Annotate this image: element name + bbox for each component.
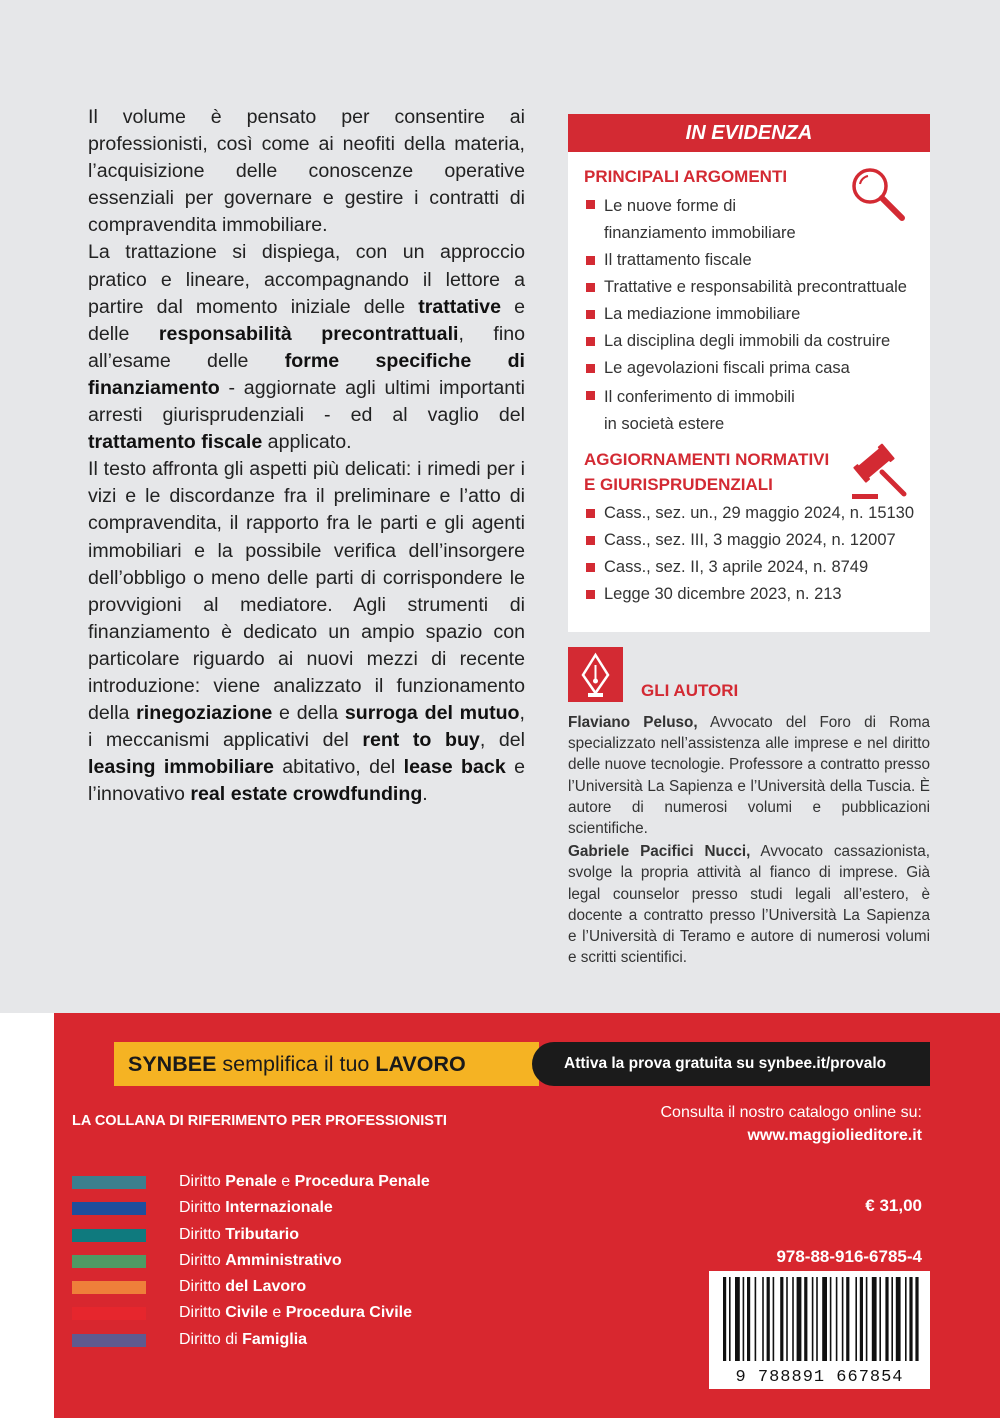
bullet-square (586, 200, 595, 209)
bullet-square (586, 391, 595, 400)
text-run: , del (479, 729, 526, 752)
list-item-text: Le nuove forme di finanziamento immobiliare (604, 197, 796, 242)
barcode-bar (747, 1277, 750, 1361)
barcode-bar (812, 1277, 814, 1361)
description-paragraph-3 (88, 456, 525, 808)
author-bio-2 (568, 841, 930, 968)
series-label-part: Amministrativo (225, 1251, 342, 1269)
text-run: , i meccanismi applicativi del (88, 702, 525, 752)
list-item (586, 249, 907, 272)
barcode-bar (872, 1277, 877, 1361)
bullet-square (586, 536, 595, 545)
text-run: e della (272, 702, 345, 725)
description-paragraph-2 (88, 239, 525, 456)
series-label-part: e (267, 1304, 286, 1322)
list-item-text: Le agevolazioni fiscali prima casa (604, 359, 850, 377)
list-item (586, 583, 914, 606)
text-run: Il testo affronta gli aspetti più delicati: i rimedi per i vizi e le discordanze fra il preliminare e l’atto di compravendita, il rapporto fra le parti e gli agenti immobiliari e la possibile verifica dell’insorgere dell’obbligo o meno delle parti di corrispondere le provvigioni al mediatore. Agli strumenti di finanziamento è dedicato un ampio spazio con particolare riguardo ai nuovi mezzi di recente introduzione: viene analizzato il funzionamento della (88, 458, 525, 725)
series-color-bar (72, 1281, 146, 1294)
list-item-text: Cass., sez. un., 29 maggio 2024, n. 15130 (604, 504, 915, 522)
author-name: Flaviano Peluso, (568, 714, 698, 731)
author-bio-1 (568, 712, 930, 839)
list-item-text: Cass., sez. II, 3 aprile 2024, n. 8749 (604, 558, 869, 576)
gavel-icon (850, 442, 912, 502)
bold-term: lease back (403, 756, 506, 779)
updates-title-line-1: AGGIORNAMENTI NORMATIVI (584, 450, 830, 469)
bold-term: real estate crowdfunding (190, 783, 423, 806)
barcode-bar (909, 1277, 912, 1361)
series-color-bar (72, 1334, 146, 1347)
synbee-brand: SYNBEE (128, 1052, 217, 1076)
barcode-bar (896, 1277, 901, 1361)
text-run: - aggiornate agli ultimi importanti arresti giurisprudenziali - ed al vaglio del (88, 376, 525, 427)
catalog-text: Consulta il nostro catalogo online su: (660, 1104, 922, 1121)
bold-term: trattative (418, 295, 501, 318)
barcode-bar (866, 1277, 868, 1361)
list-item (586, 556, 914, 579)
barcode-bar (905, 1277, 907, 1361)
barcode-number: 9 788891 667854 (735, 1368, 904, 1387)
barcode-bar (836, 1277, 838, 1361)
author-name: Gabriele Pacifici Nucci, (568, 843, 751, 861)
text-run: La trattazione si dispiega, con un approccio pratico e lineare, accompagnando il lettore a partire dal momento iniziale delle (88, 241, 525, 318)
list-item (586, 357, 907, 380)
barcode-bar (842, 1277, 844, 1361)
barcode-bar (780, 1277, 783, 1361)
series-label-part: Civile (225, 1304, 268, 1322)
barcode-bar (885, 1277, 888, 1361)
barcode-bar (729, 1277, 731, 1361)
list-item (586, 529, 914, 552)
text-run: . (422, 783, 428, 806)
series-color-bar (72, 1255, 146, 1268)
series-color-bar (72, 1202, 146, 1215)
text-run: applicato. (262, 431, 352, 454)
barcode-bars (709, 1271, 930, 1367)
bold-term: forme specifiche di finanziamento (88, 349, 525, 399)
series-label (179, 1327, 307, 1353)
barcode-bar (915, 1277, 918, 1361)
series-label (179, 1195, 333, 1221)
highlight-header: IN EVIDENZA (568, 114, 930, 152)
series-label-part: Penale (225, 1173, 277, 1190)
barcode-bar (773, 1277, 775, 1361)
slogan-emphasis: LAVORO (375, 1052, 466, 1076)
highlight-box (568, 114, 930, 632)
bullet-square (586, 283, 595, 292)
list-item (586, 193, 907, 247)
bold-term: rent to buy (362, 729, 480, 752)
bullet-square (586, 310, 595, 319)
barcode (709, 1271, 930, 1389)
bold-term: rinegoziazione (136, 702, 273, 725)
barcode-bar (755, 1277, 757, 1361)
list-item-text: Cass., sez. III, 3 maggio 2024, n. 12007 (604, 531, 896, 549)
list-item (586, 276, 907, 299)
list-item-text: La disciplina degli immobili da costruire (604, 332, 891, 350)
bold-term: responsabilità precontrattuali (158, 322, 459, 345)
series-label (179, 1248, 342, 1274)
series-label-part: Diritto di (179, 1330, 243, 1348)
series-label-part: Diritto (179, 1251, 226, 1269)
series-label-part: del Lavoro (225, 1278, 307, 1296)
bottom-section (0, 1013, 1000, 1418)
text-run: abitativo, del (273, 756, 404, 779)
list-item-text: La mediazione immobiliare (604, 305, 801, 323)
series-color-bar (72, 1176, 146, 1189)
authors-bio (568, 712, 930, 970)
barcode-bar (767, 1277, 770, 1361)
main-topics-title: PRINCIPALI ARGOMENTI (584, 167, 788, 186)
author-description: Avvocato del Foro di Roma specializzato nell’assistenza alle imprese e nel diritto delle nuove tecnologie. Professore a contratto presso l’Università La Sapienza e l’Università della Tuscia. È autore di numerosi volumi e pubblicazioni scientifiche. (568, 714, 930, 838)
series-label (179, 1300, 412, 1326)
text-run: e l’innovativo (88, 756, 526, 806)
series-label-part: e (276, 1173, 295, 1190)
authors-icon-box (568, 647, 623, 702)
isbn: 978-88-916-6785-4 (776, 1247, 922, 1266)
bullet-square (586, 509, 595, 518)
list-item (586, 303, 907, 326)
author-description: Avvocato cassazionista, svolge la propria attività al fianco di imprese. Già legal counselor presso studi legali all’estero, è docente a contratto presso l’Università La Sapienza e l’Università di Teramo e autore di numerosi volumi e scritti scientifici. (568, 843, 930, 967)
list-item-text: Legge 30 dicembre 2023, n. 213 (604, 585, 842, 603)
series-color-bar (72, 1307, 146, 1320)
barcode-bar (743, 1277, 745, 1361)
barcode-bar (860, 1277, 863, 1361)
bullet-square (586, 364, 595, 373)
series-label (179, 1222, 299, 1248)
series-color-bar (72, 1229, 146, 1242)
series-label (179, 1274, 306, 1300)
catalog-url: www.maggiolieditore.it (747, 1127, 922, 1144)
barcode-bar (735, 1277, 740, 1361)
list-item-text: Il trattamento fiscale (604, 251, 752, 269)
updates-title-line-2: E GIURISPRUDENZIALI (584, 475, 773, 494)
barcode-bar (830, 1277, 832, 1361)
slogan-text: semplifica il tuo (216, 1052, 376, 1076)
barcode-bar (762, 1277, 764, 1361)
synbee-banner (114, 1042, 539, 1086)
barcode-bar (855, 1277, 857, 1361)
description-paragraph-1: Il volume è pensato per consentire ai professionisti, così come ai neofiti della materia, l’acquisizione delle conoscenze operative essenziali per governare e gestire i contratti di compravendita immobiliare. (88, 106, 525, 237)
synbee-slogan (128, 1042, 466, 1086)
series-label-part: Diritto (179, 1278, 226, 1296)
list-item-text: Il conferimento di immobili in società estere (604, 388, 795, 433)
list-item (586, 384, 907, 438)
series-label-part: Diritto (179, 1173, 226, 1190)
series-label-part: Procedura Penale (294, 1173, 430, 1190)
series-label-part: Internazionale (225, 1199, 333, 1217)
series-label-part: Diritto (179, 1199, 226, 1217)
barcode-bar (792, 1277, 794, 1361)
list-item-text: Trattative e responsabilità precontrattuale (604, 278, 907, 296)
series-label-part: Procedura Civile (285, 1304, 412, 1322)
series-title: LA COLLANA DI RIFERIMENTO PER PROFESSIONISTI (72, 1113, 447, 1129)
barcode-bar (723, 1277, 726, 1361)
price: € 31,00 (865, 1196, 922, 1215)
updates-list (586, 502, 914, 606)
bullet-square (586, 337, 595, 346)
series-label (179, 1169, 430, 1195)
series-label-part: Tributario (225, 1225, 300, 1243)
trial-cta: Attiva la prova gratuita su synbee.it/provalo (564, 1055, 887, 1072)
trial-banner (532, 1042, 930, 1086)
barcode-bar (816, 1277, 818, 1361)
updates-title (584, 449, 829, 496)
bullet-square (586, 256, 595, 265)
barcode-bar (786, 1277, 788, 1361)
bullet-square (586, 563, 595, 572)
barcode-bar (891, 1277, 893, 1361)
list-item (586, 502, 914, 525)
series-label-part: Diritto (179, 1304, 226, 1322)
bold-term: leasing immobiliare (88, 756, 274, 779)
description-text (88, 104, 525, 808)
barcode-bar (797, 1277, 802, 1361)
barcode-bar (822, 1277, 827, 1361)
series-label-part: Famiglia (242, 1330, 308, 1348)
list-item (586, 330, 907, 353)
main-topics-list (586, 193, 907, 438)
fountain-pen-icon (568, 647, 623, 702)
bold-term: trattamento fiscale (88, 431, 263, 454)
bullet-square (586, 590, 595, 599)
series-label-part: Diritto (179, 1225, 226, 1243)
barcode-bar (846, 1277, 849, 1361)
bold-term: surroga del mutuo (344, 702, 520, 725)
authors-title: GLI AUTORI (641, 681, 739, 700)
barcode-bar (879, 1277, 881, 1361)
text-run: e delle (88, 295, 525, 345)
text-run: , fino all’esame delle (88, 322, 525, 372)
barcode-bar (804, 1277, 807, 1361)
